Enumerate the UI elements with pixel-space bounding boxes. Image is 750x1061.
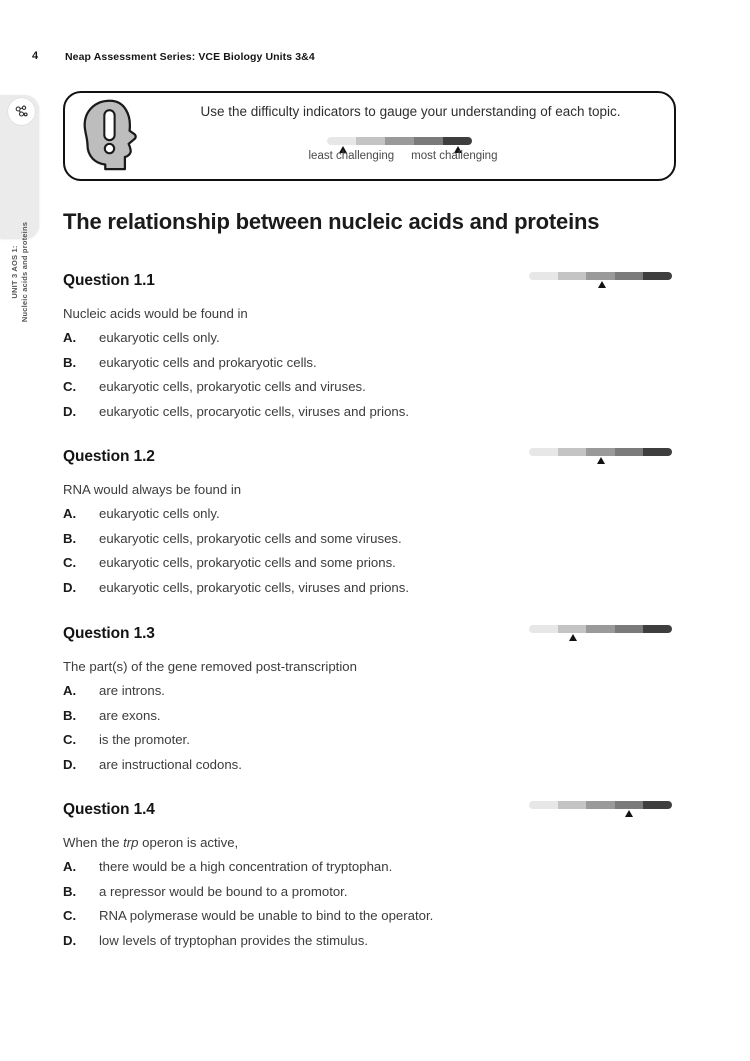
option-letter: B. (63, 883, 77, 899)
option-row (63, 883, 672, 900)
option-row (63, 731, 672, 748)
difficulty-marker (597, 457, 605, 464)
option-text: a repressor would be bound to a promotor. (99, 883, 348, 899)
option-letter: D. (63, 756, 77, 772)
option-row (63, 378, 672, 395)
option-text: eukaryotic cells only. (99, 506, 220, 521)
question-section-1-2 (63, 447, 672, 603)
info-box (63, 91, 676, 181)
option-letter: C. (63, 732, 77, 747)
option-row (63, 907, 672, 924)
option-row (63, 403, 672, 420)
option-row (63, 505, 672, 522)
option-text: eukaryotic cells, prokaryotic cells and some prions. (99, 555, 396, 570)
option-letter: B. (63, 530, 77, 546)
difficulty-bar-segments (529, 272, 672, 280)
option-text: RNA polymerase would be unable to bind to the operator. (99, 908, 434, 923)
difficulty-bar (529, 272, 672, 280)
difficulty-bar-segments (529, 448, 672, 456)
option-row (63, 932, 672, 949)
options-list (63, 505, 672, 596)
option-letter: B. (63, 354, 77, 370)
difficulty-marker (598, 281, 606, 288)
question-section-1-1 (63, 271, 672, 427)
question-stem (63, 834, 672, 851)
option-letter: C. (63, 908, 77, 923)
option-text: are instructional codons. (99, 756, 242, 772)
option-letter: A. (63, 330, 77, 345)
option-text: there would be a high concentration of tryptophan. (99, 859, 393, 874)
difficulty-bar-segments (529, 625, 672, 633)
option-text: are exons. (99, 707, 161, 723)
sidebar-tab-label (10, 212, 30, 332)
sidebar-tab-line1: UNIT 3 AOS 1: (10, 245, 19, 299)
options-list (63, 858, 672, 949)
option-letter: A. (63, 859, 77, 874)
option-text: eukaryotic cells only. (99, 330, 220, 345)
option-text: low levels of tryptophan provides the stimulus. (99, 932, 369, 948)
option-text: eukaryotic cells and prokaryotic cells. (99, 354, 317, 370)
difficulty-bar (529, 801, 672, 809)
question-section-1-3 (63, 624, 672, 780)
option-letter: A. (63, 506, 77, 521)
option-letter: C. (63, 379, 77, 394)
option-text: eukaryotic cells, procaryotic cells, viruses and prions. (99, 403, 410, 419)
option-row (63, 530, 672, 547)
option-letter: D. (63, 403, 77, 419)
molecule-icon (8, 98, 35, 125)
option-row (63, 707, 672, 724)
option-text: is the promoter. (99, 732, 190, 747)
legend-labels (293, 150, 513, 162)
option-row (63, 579, 672, 596)
legend-bar-segments (327, 137, 472, 145)
head-alert-icon (79, 98, 139, 176)
option-letter: C. (63, 555, 77, 570)
sidebar-tab[interactable] (0, 95, 39, 323)
option-text: eukaryotic cells, prokaryotic cells and viruses. (99, 379, 366, 394)
option-text: eukaryotic cells, prokaryotic cells and some viruses. (99, 530, 402, 546)
option-letter: A. (63, 683, 77, 698)
question-heading: Question 1.4 (63, 801, 155, 818)
legend-label-most: most challenging (411, 150, 498, 162)
question-heading: Question 1.2 (63, 448, 155, 465)
options-list (63, 682, 672, 773)
option-row (63, 554, 672, 571)
running-header: Neap Assessment Series: VCE Biology Units 3&4 (65, 51, 315, 63)
option-text: eukaryotic cells, prokaryotic cells, viruses and prions. (99, 579, 410, 595)
difficulty-bar (529, 625, 672, 633)
difficulty-bar (529, 448, 672, 456)
option-row (63, 329, 672, 346)
question-stem: Nucleic acids would be found in (63, 306, 248, 321)
option-row (63, 354, 672, 371)
option-letter: B. (63, 707, 77, 723)
page-number: 4 (32, 50, 39, 62)
sidebar-tab-line2: Nucleic acids and proteins (19, 221, 29, 323)
stem-part: When the (63, 835, 124, 850)
stem-italic-term: trp (123, 835, 139, 850)
difficulty-marker (625, 810, 633, 817)
option-row (63, 858, 672, 875)
options-list (63, 329, 672, 420)
difficulty-legend-bar (327, 137, 472, 145)
question-heading: Question 1.3 (63, 625, 155, 642)
question-heading: Question 1.1 (63, 272, 155, 289)
stem-part: operon is active, (138, 835, 239, 850)
option-row (63, 682, 672, 699)
page-title: The relationship between nucleic acids and proteins (63, 209, 600, 234)
option-row (63, 756, 672, 773)
difficulty-bar-segments (529, 801, 672, 809)
legend-label-least: least challenging (308, 150, 395, 162)
question-section-1-4 (63, 800, 672, 956)
option-letter: D. (63, 932, 77, 948)
option-text: are introns. (99, 683, 165, 698)
question-stem: The part(s) of the gene removed post-transcription (63, 659, 357, 674)
difficulty-marker (569, 634, 577, 641)
question-stem: RNA would always be found in (63, 482, 242, 497)
info-text: Use the difficulty indicators to gauge your understanding of each topic. (200, 104, 621, 119)
option-letter: D. (63, 579, 77, 595)
